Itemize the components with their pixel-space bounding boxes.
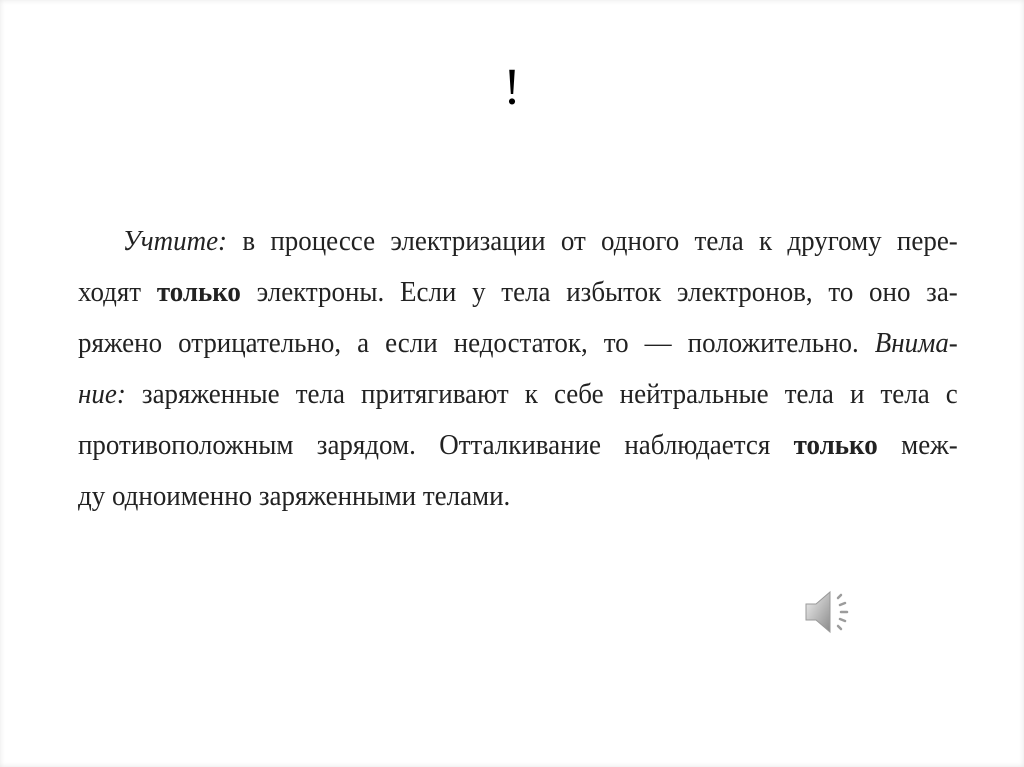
text-line-2 [78,267,958,318]
text-run: противоположным зарядом. Отталкивание наблюдается [78,429,794,461]
paragraph [78,216,958,522]
bold-only: только [156,276,241,308]
text-run: электроны. Если у тела избыток электронов, то оно за- [240,276,958,308]
slide-title: ! [503,59,521,116]
text-line-6 [78,471,958,522]
text-line-4 [78,369,958,420]
emphasis-attention-end: ние: [78,378,126,410]
text-line-1 [78,216,958,267]
text-run: ходят [78,276,157,308]
emphasis-attention: Внима- [874,327,958,359]
text-run: ду одноименно заряженными телами. [78,480,511,512]
text-line-5 [78,420,958,471]
bold-only: только [793,429,878,461]
text-run: в процессе электризации от одного тела к другому пере- [227,225,958,257]
text-run: меж- [877,429,958,461]
text-line-3 [78,318,958,369]
speaker-icon[interactable] [800,586,862,638]
text-run: заряженные тела притягивают к себе нейтральные тела и тела с [125,378,958,410]
emphasis-note: Учтите: [122,225,228,257]
text-run: ряжено отрицательно, а если недостаток, то — положительно. [78,327,875,359]
